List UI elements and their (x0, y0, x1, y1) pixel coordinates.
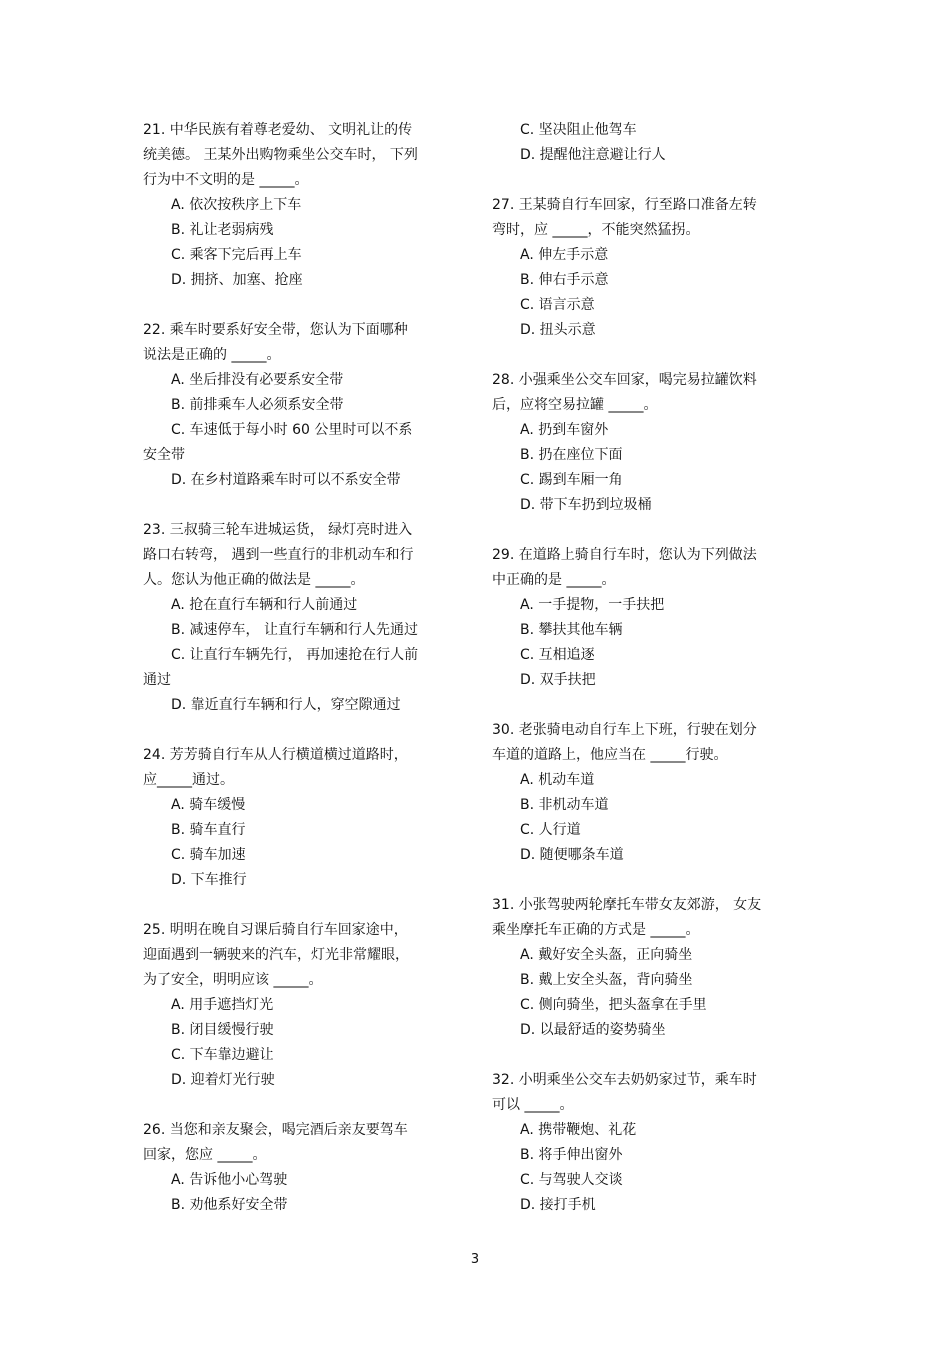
question-block (492, 1068, 812, 1218)
answer-option: A. 告诉他小心驾驶 (171, 1172, 288, 1188)
answer-option: B. 将手伸出窗外 (520, 1147, 623, 1163)
answer-option: C. 踢到车厢一角 (520, 472, 623, 488)
answer-option: D. 在乡村道路乘车时可以不系安全带 (171, 472, 401, 488)
answer-option: D. 接打手机 (520, 1197, 596, 1213)
question-text: 可以 _____。 (492, 1097, 574, 1113)
answer-option: C. 下车靠边避让 (171, 1047, 274, 1063)
answer-option: D. 拥挤、加塞、抢座 (171, 272, 303, 288)
question-block (492, 368, 812, 518)
answer-option: D. 随便哪条车道 (520, 847, 624, 863)
answer-option: D. 带下车扔到垃圾桶 (520, 497, 652, 513)
answer-option: A. 伸左手示意 (520, 247, 609, 263)
question-text: 乘坐摩托车正确的方式是 _____。 (492, 922, 700, 938)
question-block (492, 193, 812, 343)
answer-option: A. 用手遮挡灯光 (171, 997, 274, 1013)
question-text: 25. 明明在晚自习课后骑自行车回家途中， (143, 922, 408, 938)
question-text: 行为中不文明的是 _____。 (143, 172, 309, 188)
spacer (492, 868, 812, 893)
question-text: 29. 在道路上骑自行车时，您认为下列做法 (492, 547, 757, 563)
question-text: 后，应将空易拉罐 _____。 (492, 397, 658, 413)
spacer (492, 693, 812, 718)
spacer (492, 168, 812, 193)
question-text: 26. 当您和亲友聚会，喝完酒后亲友要驾车 (143, 1122, 408, 1138)
question-text: 回家，您应 _____。 (143, 1147, 267, 1163)
question-block (492, 543, 812, 693)
question-block (143, 318, 463, 493)
question-text: 32. 小明乘坐公交车去奶奶家过节，乘车时 (492, 1072, 757, 1088)
spacer (143, 293, 463, 318)
page-number: 3 (470, 1252, 480, 1267)
spacer (143, 718, 463, 743)
answer-option: A. 携带鞭炮、礼花 (520, 1122, 637, 1138)
answer-option: B. 非机动车道 (520, 797, 609, 813)
answer-option: C. 互相追逐 (520, 647, 595, 663)
option-continuation: 通过 (143, 672, 171, 688)
answer-option: B. 戴上安全头盔，背向骑坐 (520, 972, 693, 988)
question-text: 28. 小强乘坐公交车回家，喝完易拉罐饮料 (492, 372, 757, 388)
question-text: 说法是正确的 _____。 (143, 347, 281, 363)
answer-option: B. 礼让老弱病残 (171, 222, 274, 238)
question-block (143, 743, 463, 893)
question-block (143, 118, 463, 293)
answer-option: C. 侧向骑坐，把头盔拿在手里 (520, 997, 707, 1013)
answer-option: A. 依次按秩序上下车 (171, 197, 302, 213)
answer-option: B. 减速停车， 让直行车辆和行人先通过 (171, 622, 418, 638)
answer-option: B. 伸右手示意 (520, 272, 609, 288)
question-text: 路口右转弯， 遇到一些直行的非机动车和行 (143, 547, 414, 563)
question-text: 车道的道路上，他应当在 _____行驶。 (492, 747, 728, 763)
answer-option: B. 前排乘车人必须系安全带 (171, 397, 344, 413)
option-continuation: 安全带 (143, 447, 185, 463)
answer-option: A. 扔到车窗外 (520, 422, 609, 438)
spacer (143, 493, 463, 518)
question-block (143, 518, 463, 718)
spacer (143, 1093, 463, 1118)
answer-option: D. 下车推行 (171, 872, 247, 888)
question-text: 22. 乘车时要系好安全带，您认为下面哪种 (143, 322, 408, 338)
answer-option: C. 坚决阻止他驾车 (520, 122, 637, 138)
question-text: 统美德。 王某外出购物乘坐公交车时， 下列 (143, 147, 418, 163)
question-block (143, 918, 463, 1093)
answer-option: B. 闭目缓慢行驶 (171, 1022, 274, 1038)
answer-option: D. 以最舒适的姿势骑坐 (520, 1022, 666, 1038)
answer-option: D. 提醒他注意避让行人 (520, 147, 666, 163)
left-column (143, 118, 463, 1218)
question-block (492, 718, 812, 868)
answer-option: A. 坐后排没有必要系安全带 (171, 372, 344, 388)
question-text: 为了安全，明明应该 _____。 (143, 972, 323, 988)
answer-option: A. 一手提物，一手扶把 (520, 597, 665, 613)
question-text: 弯时，应 _____，不能突然猛拐。 (492, 222, 700, 238)
answer-option: A. 戴好安全头盔，正向骑坐 (520, 947, 693, 963)
answer-option: B. 攀扶其他车辆 (520, 622, 623, 638)
answer-option: B. 骑车直行 (171, 822, 246, 838)
answer-option: D. 扭头示意 (520, 322, 596, 338)
spacer (143, 893, 463, 918)
question-text: 24. 芳芳骑自行车从人行横道横过道路时， (143, 747, 408, 763)
question-text: 23. 三叔骑三轮车进城运货， 绿灯亮时进入 (143, 522, 413, 538)
spacer (492, 518, 812, 543)
answer-option: C. 骑车加速 (171, 847, 246, 863)
question-text: 人。您认为他正确的做法是 _____。 (143, 572, 365, 588)
question-text: 30. 老张骑电动自行车上下班，行驶在划分 (492, 722, 757, 738)
answer-option: C. 人行道 (520, 822, 581, 838)
question-text: 迎面遇到一辆驶来的汽车，灯光非常耀眼， (143, 947, 409, 963)
answer-option: A. 抢在直行车辆和行人前通过 (171, 597, 358, 613)
answer-option: B. 扔在座位下面 (520, 447, 623, 463)
spacer (492, 1043, 812, 1068)
answer-option: D. 靠近直行车辆和行人，穿空隙通过 (171, 697, 401, 713)
answer-option: C. 让直行车辆先行， 再加速抢在行人前 (171, 647, 419, 663)
spacer (492, 343, 812, 368)
question-text: 31. 小张驾驶两轮摩托车带女友郊游， 女友 (492, 897, 762, 913)
question-block (143, 1118, 463, 1218)
answer-option: D. 双手扶把 (520, 672, 596, 688)
answer-option: C. 车速低于每小时 60 公里时可以不系 (171, 422, 413, 438)
question-text: 21. 中华民族有着尊老爱幼、 文明礼让的传 (143, 122, 413, 138)
answer-option: C. 语言示意 (520, 297, 595, 313)
question-text: 27. 王某骑自行车回家，行至路口准备左转 (492, 197, 757, 213)
question-continuation (492, 118, 812, 168)
question-text: 中正确的是 _____。 (492, 572, 616, 588)
right-column (492, 118, 812, 1218)
question-text: 应_____通过。 (143, 772, 234, 788)
answer-option: D. 迎着灯光行驶 (171, 1072, 275, 1088)
answer-option: C. 与驾驶人交谈 (520, 1172, 623, 1188)
answer-option: C. 乘客下完后再上车 (171, 247, 302, 263)
answer-option: A. 骑车缓慢 (171, 797, 246, 813)
question-block (492, 893, 812, 1043)
answer-option: B. 劝他系好安全带 (171, 1197, 288, 1213)
answer-option: A. 机动车道 (520, 772, 595, 788)
